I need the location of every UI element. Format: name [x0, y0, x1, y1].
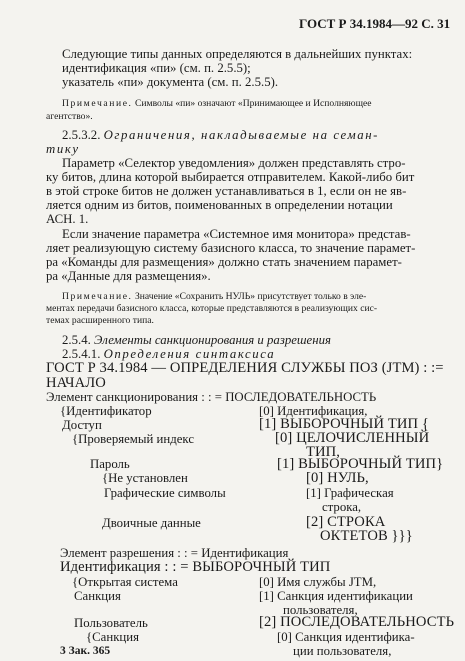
- asn1-field-type: [1] ВЫБОРОЧНЫЙ ТИП {: [259, 416, 429, 432]
- intro-line: Следующие типы данных определяются в дальнейших пунктах:: [62, 47, 413, 61]
- asn1-field-name: Санкция: [74, 589, 121, 603]
- section-title: Ограничения, накладываемые на семан-: [103, 128, 380, 142]
- paragraph-line: ку битов, длина которой выбирается отправителем. Какой-либо бит: [46, 170, 415, 184]
- asn1-field-type: ции пользователя,: [293, 644, 392, 658]
- asn1-field-name: {Санкция: [86, 630, 140, 644]
- paragraph-line: ляется одним из битов, поименованных в определении нотации: [46, 198, 393, 212]
- paragraph-line: ляет реализующую систему базисного класса, то значение парамет-: [46, 241, 416, 255]
- intro-line: идентификация «пи» (см. п. 2.5.5);: [62, 61, 251, 75]
- asn1-field-type: [2] СТРОКА: [306, 514, 386, 530]
- note-line: [62, 98, 372, 109]
- paragraph-line: ра «Команды для размещения» должно стать значением парамет-: [46, 255, 402, 269]
- note-line: агентство».: [46, 111, 93, 122]
- paragraph-line: ра «Данные для размещения».: [46, 269, 211, 283]
- section-title: Элементы санкционирования и разрешения: [94, 333, 331, 347]
- section-title: тику: [46, 142, 80, 156]
- asn1-field-type: [2] ПОСЛЕДОВАТЕЛЬНОСТЬ: [259, 614, 455, 630]
- asn1-field-type: [1] Санкция идентификации: [259, 589, 413, 603]
- asn1-field-name: {Открытая система: [72, 575, 178, 589]
- page-header: ГОСТ Р 34.1984—92 С. 31: [299, 16, 451, 31]
- asn1-field-name: Пароль: [90, 457, 130, 471]
- asn1-field-type: [0] Идентификация,: [259, 404, 368, 418]
- paragraph-line: в этой строке битов не должен устанавливаться в 1, если он не яв-: [46, 184, 407, 198]
- asn1-field-name: Пользователь: [74, 616, 148, 630]
- asn1-field-type: пользователя,: [283, 603, 358, 617]
- section-heading: [62, 333, 331, 348]
- note-label: Примечание.: [62, 98, 133, 109]
- asn1-field-type: [0] Имя службы JTM,: [259, 575, 377, 589]
- asn1-field-name: Графические символы: [104, 486, 226, 500]
- print-order-mark: 3 Зак. 365: [60, 645, 111, 657]
- asn1-field-type: ТИП,: [306, 444, 341, 460]
- section-number: 2.5.3.2.: [62, 128, 101, 142]
- asn1-field-type: ОКТЕТОВ }}}: [320, 528, 413, 544]
- asn1-field-name: {Не установлен: [102, 471, 188, 485]
- asn1-field-type: [1] Графическая: [306, 486, 394, 500]
- asn1-text: Элемент санкционирования : : = ПОСЛЕДОВАТЕЛЬНОСТЬ: [46, 390, 377, 404]
- asn1-field-type: строка,: [322, 500, 362, 514]
- asn1-field-type: [0] Санкция идентифика-: [277, 630, 415, 644]
- note-line: темах расширенного типа.: [46, 315, 154, 326]
- section-heading: [62, 128, 379, 143]
- note-label: Примечание.: [62, 291, 133, 302]
- paragraph-line: АСН. 1.: [46, 212, 89, 226]
- asn1-definition: Элемент разрешения : : = Идентификация: [60, 546, 289, 560]
- module-header: НАЧАЛО: [46, 375, 106, 391]
- section-number: 2.5.4.1.: [62, 347, 101, 361]
- asn1-field-name: Доступ: [62, 418, 102, 432]
- note-line: [62, 291, 366, 302]
- section-title: Определения синтаксиса: [103, 347, 276, 361]
- module-header: ГОСТ Р 34.1984 — ОПРЕДЕЛЕНИЯ СЛУЖБЫ ПОЗ (JTM) : :=: [46, 360, 444, 376]
- note-text: Значение «Сохранить НУЛЬ» присутствует только в эле-: [132, 291, 367, 302]
- asn1-field-type: [1] ВЫБОРОЧНЫЙ ТИП}: [277, 456, 444, 472]
- asn1-field-type: [0] ЦЕЛОЧИСЛЕННЫЙ: [275, 430, 430, 446]
- asn1-definition: [46, 390, 376, 405]
- paragraph-line: Параметр «Селектор уведомления» должен представлять стро-: [62, 156, 406, 170]
- section-number: 2.5.4.: [62, 333, 91, 347]
- asn1-definition: Идентификация : : = ВЫБОРОЧНЫЙ ТИП: [60, 559, 331, 575]
- asn1-field-name: {Проверяемый индекс: [72, 432, 195, 446]
- asn1-field-name: {Идентификатор: [60, 404, 152, 418]
- asn1-field-name: Двоичные данные: [102, 516, 201, 530]
- asn1-field-type: [0] НУЛЬ,: [306, 470, 369, 486]
- note-text: Символы «пи» означают «Принимающее и Исполняющее: [132, 98, 372, 109]
- note-line: ментах передачи базисного класса, которые представляются в реализующих сис-: [46, 303, 378, 314]
- paragraph-line: Если значение параметра «Системное имя монитора» представ-: [62, 227, 411, 241]
- intro-line: указатель «пи» документа (см. п. 2.5.5).: [62, 75, 279, 89]
